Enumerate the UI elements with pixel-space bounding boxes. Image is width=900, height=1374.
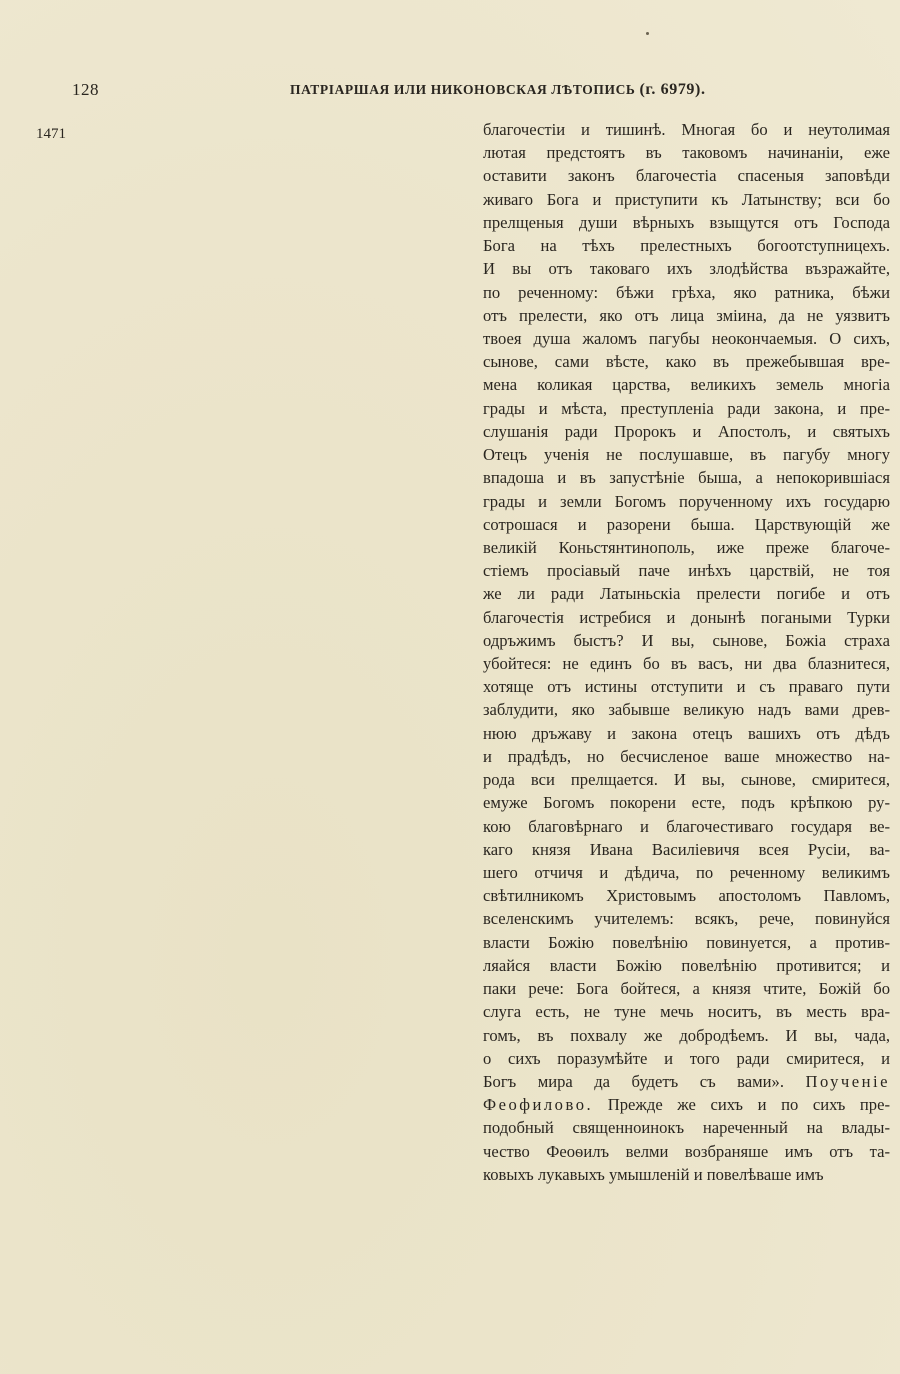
text-line: свѣтилникомъ Христовымъ апостоломъ Павломъ, <box>483 886 890 906</box>
section-heading-cont: Феофилово. <box>483 1095 594 1115</box>
text-line: сотрошася и разорени быша. Царствующій же <box>483 514 890 534</box>
text-line: Бога на тѣхъ прелестныхъ богоотступницехъ. <box>483 236 890 256</box>
section-heading: Поученіе <box>805 1071 890 1091</box>
running-year: (г. 6979). <box>639 81 706 98</box>
text-line: мена коликая царства, великихъ земель многiа <box>483 375 890 395</box>
text-line: сынове, сами вѣсте, како въ прежебывшая вре- <box>483 352 890 372</box>
text-column <box>483 118 890 1186</box>
text-line: грады и земли Богомъ порученному ихъ государю <box>483 491 890 511</box>
text-line: оставити законъ благочестіа спасеныя заповѣди <box>483 166 890 186</box>
text-line: шего отчичя и дѣдича, по реченному великимъ <box>483 863 890 882</box>
running-head <box>290 81 706 99</box>
text-line <box>483 1093 890 1116</box>
text-line: И вы отъ таковаго ихъ злодѣйства възражайте, <box>483 259 890 279</box>
text-line: грады и мѣста, преступленіа ради закона, и пре- <box>483 398 890 418</box>
text-line: живаго Бога и приступити къ Латынству; вси бо <box>483 189 890 209</box>
text-line: о сихъ поразумѣйте и того ради смиритеся, и <box>483 1048 890 1068</box>
text-line: впадоша и въ запустѣніе быша, а непокорившіася <box>483 468 890 488</box>
text-line: же ли ради Латыньскіа прелести погибе и отъ <box>483 584 890 604</box>
text-line: чество Феоѳилъ велми возбраняше имъ отъ та- <box>483 1141 890 1161</box>
text-line: паки рече: Бога бойтеся, а князя чтите, Божій бо <box>483 979 890 999</box>
ink-speck <box>646 32 649 35</box>
text-line: лютая предстоятъ въ таковомъ начинаніи, еже <box>483 143 890 163</box>
page-number: 128 <box>72 80 99 99</box>
text-line <box>483 1070 890 1093</box>
text-line: стіемъ просіавый паче инѣхъ царствій, не тоя <box>483 561 890 581</box>
text-line: одръжимъ быстъ? И вы, сынове, Божіа страха <box>483 630 890 650</box>
text-line: ляайся власти Божiю повелѣнію противится; и <box>483 955 890 975</box>
text-line: рода вси прелщается. И вы, сынове, смиритеся, <box>483 770 890 790</box>
text-line: слушанія ради Пророкъ и Апостолъ, и святыхъ <box>483 421 890 441</box>
text-line: благочестіи и тишинѣ. Многая бо и неутолимая <box>483 120 890 139</box>
text-segment: Прежде же сихъ и по сихъ пре- <box>607 1095 890 1115</box>
text-line: прелщеныя души вѣрныхъ взыщутся отъ Господа <box>483 212 890 232</box>
text-line: гомъ, въ похвалу же добродѣемъ. И вы, чада, <box>483 1025 890 1045</box>
text-line: слуга есть, не туне мечь носитъ, въ месть вра- <box>483 1002 890 1022</box>
text-segment: Богъ мира да будетъ съ вами». <box>483 1071 784 1091</box>
text-line: твоея душа жаломъ пагубы неокончаемыя. О сихъ, <box>483 328 890 348</box>
text-line: емуже Богомъ покорени есте, подъ крѣпкою ру- <box>483 793 890 813</box>
text-line: власти Божiю повелѣнію повинуется, а против- <box>483 932 890 952</box>
text-line: вселенскимъ учителемъ: всякъ, рече, повинуйся <box>483 909 890 929</box>
text-line: каго князя Ивана Василіевичя всея Русіи, ва- <box>483 839 890 859</box>
running-title: ПАТРІАРШАЯ ИЛИ НИКОНОВСКАЯ ЛѢТОПИСЬ <box>290 82 636 97</box>
margin-year: 1471 <box>36 126 66 142</box>
text-line: великій Коньстянтинополь, иже преже благоче- <box>483 537 890 557</box>
text-line: хотяще отъ истины отступити и съ праваго пути <box>483 677 890 697</box>
text-line: ковыхъ лукавыхъ умышленій и повелѣваше имъ <box>483 1164 824 1184</box>
text-line: заблудити, яко забывше великую надъ вами древ- <box>483 700 890 720</box>
text-line: подобный священноинокъ нареченный на влады- <box>483 1118 890 1138</box>
text-line: нюю дръжаву и закона отецъ вашихъ отъ дѣдъ <box>483 723 890 743</box>
text-line: благочестія истребися и донынѣ погаными Турки <box>483 607 890 627</box>
text-line: и прадѣдъ, но бесчисленое ваше множество на- <box>483 746 890 766</box>
text-line: отъ прелести, яко отъ лица змiина, да не уязвитъ <box>483 305 890 325</box>
text-line: Отецъ ученія не послушавше, въ пагубу многу <box>483 445 890 465</box>
text-line: по реченному: бѣжи грѣха, яко ратника, бѣжи <box>483 282 890 302</box>
text-line: кою благовѣрнаго и благочестиваго государя ве- <box>483 816 890 836</box>
text-line: убойтеся: не единъ бо въ васъ, ни два блазнитеся, <box>483 654 890 674</box>
